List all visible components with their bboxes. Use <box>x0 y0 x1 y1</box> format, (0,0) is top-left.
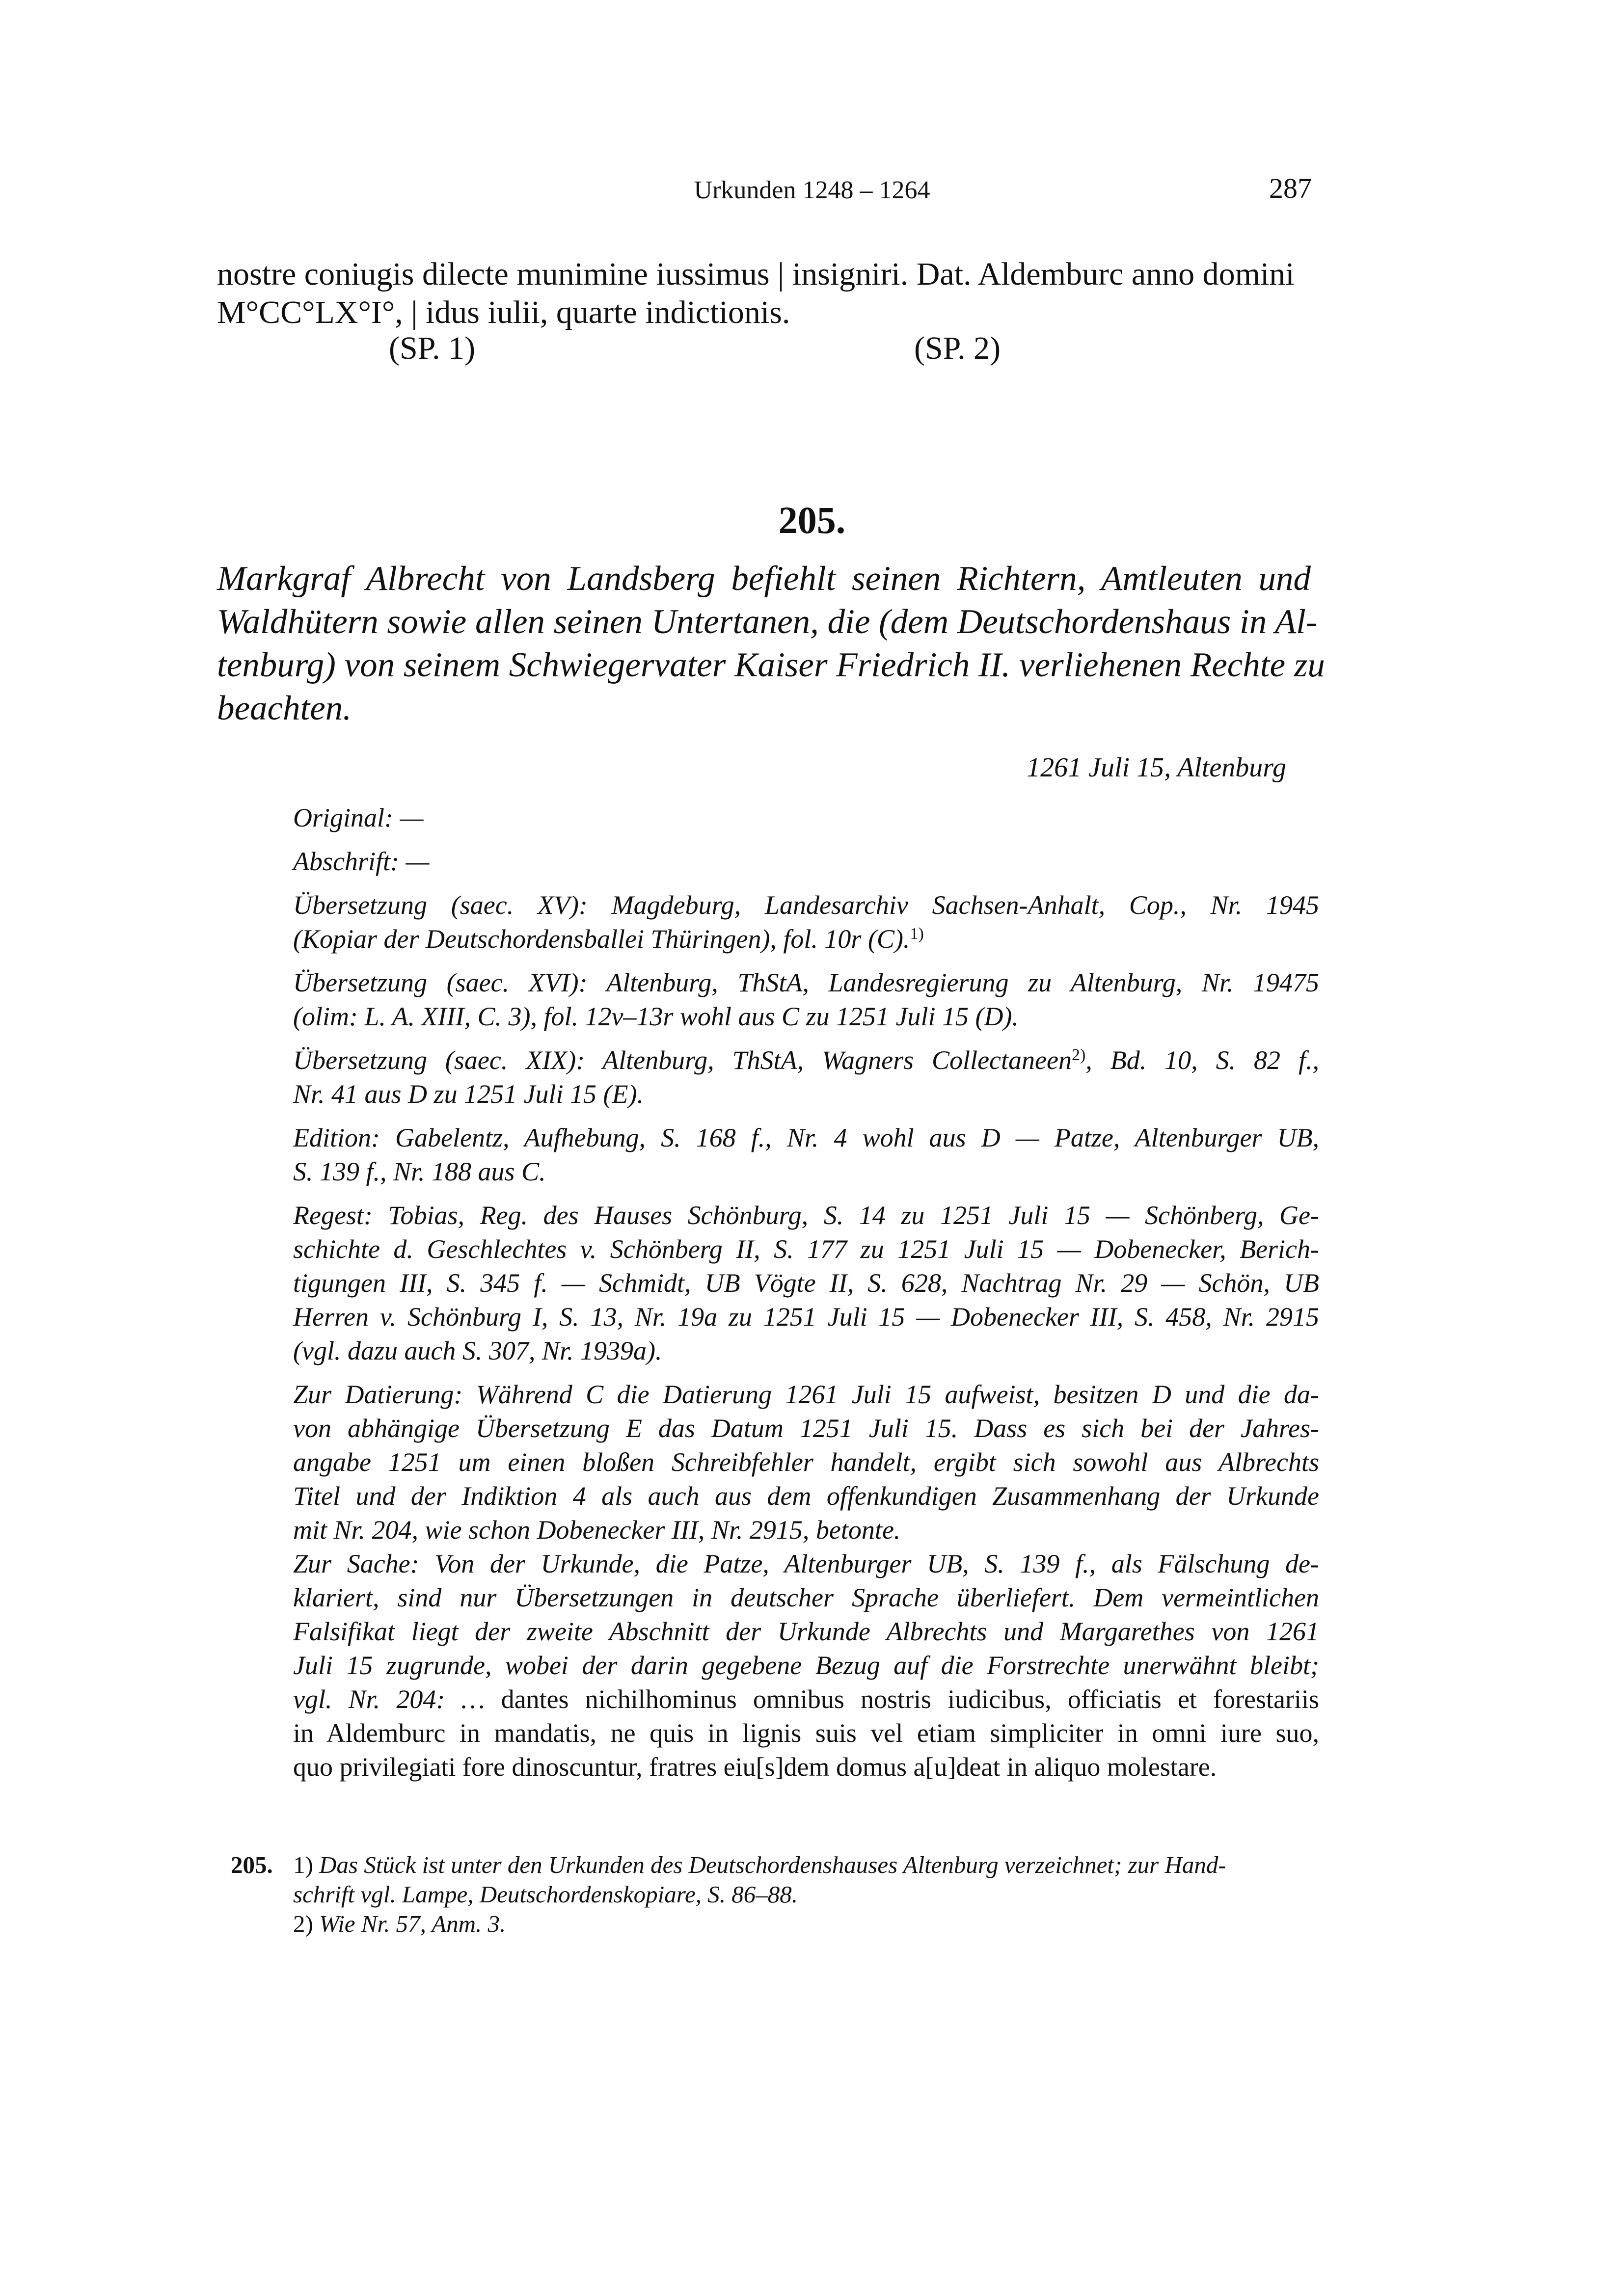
original-entry: Original: — <box>293 803 424 832</box>
footnote-number: 2) <box>293 1910 313 1937</box>
uebersetzung-xvi-entry <box>293 966 1319 1034</box>
entry-line: Übersetzung (saec. XV): Magdeburg, Landesarchiv Sachsen-Anhalt, Cop., Nr. 1945 <box>293 890 1319 920</box>
datierung-entry <box>293 1378 1319 1547</box>
text-line: nostre coniugis dilecte munimine iussimus | insigniri. Dat. Aldemburc anno domini <box>217 256 1295 292</box>
entry-line: Juli 15 zugrunde, wobei der darin gegebene Bezug auf die Forstrechte unerwähnt bleibt; <box>293 1651 1319 1680</box>
running-title: Urkunden 1248 – 1264 <box>694 176 930 204</box>
footnote-2 <box>293 1909 1324 1939</box>
entry-line: schichte d. Geschlechtes v. Schönberg II, S. 177 zu 1251 Juli 15 — Dobenecker, Berich- <box>293 1234 1319 1264</box>
document-number: 205. <box>778 499 846 541</box>
abschrift-entry: Abschrift: — <box>293 847 430 876</box>
entry-line: Titel und der Indiktion 4 als auch aus dem offenkundigen Zusammenhang der Urkunde <box>293 1481 1319 1511</box>
entry-line: klariert, sind nur Übersetzungen in deutscher Sprache überliefert. Dem vermeintlichen <box>293 1583 1319 1612</box>
entry-line: (Kopiar der Deutschordensballei Thüringen), fol. 10r (C).$^{1)}$ <box>293 924 924 954</box>
entry-line: von abhängige Übersetzung E das Datum 1251 Juli 15. Dass es sich bei der Jahres- <box>293 1414 1319 1443</box>
footnote-ref: 2) <box>1071 1046 1086 1064</box>
entry-line: Nr. 41 aus D zu 1251 Juli 15 (E). <box>293 1079 644 1109</box>
entry-line: Falsifikat liegt der zweite Abschnitt der Urkunde Albrechts und Margarethes von 1261 <box>293 1617 1319 1646</box>
entry-line: Übersetzung (saec. XVI): Altenburg, ThStA, Landesregierung zu Altenburg, Nr. 19475 <box>293 968 1319 997</box>
entry-line: Übersetzung (saec. XIX): Altenburg, ThStA, Wagners Collectaneen$^{2)}$, Bd. 10, S. 82 f., <box>293 1045 1319 1075</box>
footnote-ref: 1) <box>910 925 924 943</box>
latin-quote: dantes nichilhominus omnibus nostris iudicibus, officiatis et forestariis <box>485 1684 1319 1714</box>
entry-line: Zur Sache: Von der Urkunde, die Patze, Altenburger UB, S. 139 f., als Fälschung de- <box>293 1549 1319 1578</box>
latin-quote-line: in Aldemburc in mandatis, ne quis in lignis suis vel etiam simpliciter in omni iure suo, <box>293 1718 1319 1748</box>
sache-entry <box>293 1547 1319 1784</box>
regest-summary <box>217 557 1325 730</box>
footnote-number: 1) <box>293 1851 313 1878</box>
entry-line: (olim: L. A. XIII, C. 3), fol. 12v–13r wohl aus C zu 1251 Juli 15 (D). <box>293 1002 1019 1031</box>
entry-line: mit Nr. 204, wie schon Dobenecker III, Nr. 2915, betonte. <box>293 1515 901 1545</box>
regest-references-entry <box>293 1199 1319 1368</box>
text-line: M°CC°LX°I°, | idus iulii, quarte indictionis. <box>217 294 790 330</box>
date-place: 1261 Juli 15, Altenburg <box>1027 752 1286 783</box>
seal-marker-1: (SP. 1) <box>389 330 476 366</box>
footnote-text: Das Stück ist unter den Urkunden des Deutschordenshauses Altenburg verzeichnet; zur Hand- <box>319 1851 1226 1878</box>
footnote-1 <box>293 1850 1324 1880</box>
entry-line: S. 139 f., Nr. 188 aus C. <box>293 1157 546 1186</box>
footnote-document-label: 205. <box>231 1851 273 1878</box>
entry-line: Edition: Gabelentz, Aufhebung, S. 168 f., Nr. 4 wohl aus D — Patze, Altenburger UB, <box>293 1123 1319 1152</box>
footnote-text: Wie Nr. 57, Anm. 3. <box>319 1910 506 1937</box>
entry-line: (vgl. dazu auch S. 307, Nr. 1939a). <box>293 1336 662 1365</box>
footnote-text: schrift vgl. Lampe, Deutschordenskopiare, S. 86–88. <box>293 1881 798 1908</box>
critical-apparatus <box>293 801 1319 1784</box>
uebersetzung-xv-entry <box>293 888 1319 956</box>
footnote-1-cont <box>293 1880 1324 1909</box>
entry-line: angabe 1251 um einen bloßen Schreibfehler handelt, ergibt sich sowohl aus Albrechts <box>293 1447 1319 1477</box>
entry-line: Zur Datierung: Während C die Datierung 1261 Juli 15 aufweist, besitzen D und die da- <box>293 1380 1319 1409</box>
latin-quote-line: quo privilegiati fore dinoscuntur, fratres eiu[s]dem domus a[u]deat in aliquo molestare. <box>293 1752 1217 1782</box>
previous-charter-text <box>217 255 1326 332</box>
page-number: 287 <box>1269 172 1312 204</box>
regest-line: Markgraf Albrecht von Landsberg befiehlt seinen Richtern, Amtleuten und <box>217 560 1311 598</box>
seal-markers <box>217 330 1326 369</box>
seal-marker-2: (SP. 2) <box>914 330 1001 366</box>
regest-line: tenburg) von seinem Schwiegervater Kaiser Friedrich II. verliehenen Rechte zu <box>217 646 1325 684</box>
entry-line: Regest: Tobias, Reg. des Hauses Schönburg, S. 14 zu 1251 Juli 15 — Schönberg, Ge- <box>293 1201 1319 1230</box>
edition-entry <box>293 1121 1319 1189</box>
uebersetzung-xix-entry <box>293 1043 1319 1111</box>
entry-line: Herren v. Schönburg I, S. 13, Nr. 19a zu 1251 Juli 15 — Dobenecker III, S. 458, Nr. 2915 <box>293 1302 1319 1332</box>
entry-line: tigungen III, S. 345 f. — Schmidt, UB Vögte II, S. 628, Nachtrag Nr. 29 — Schön, UB <box>293 1268 1319 1298</box>
regest-line: beachten. <box>217 689 352 727</box>
footnote-lines <box>293 1850 1324 1939</box>
entry-line: vgl. Nr. 204: … dantes nichilhominus omnibus nostris iudicibus, officiatis et forestariis <box>293 1684 1319 1714</box>
regest-line: Waldhütern sowie allen seinen Untertanen, die (dem Deutschordenshaus in Al- <box>217 603 1318 641</box>
